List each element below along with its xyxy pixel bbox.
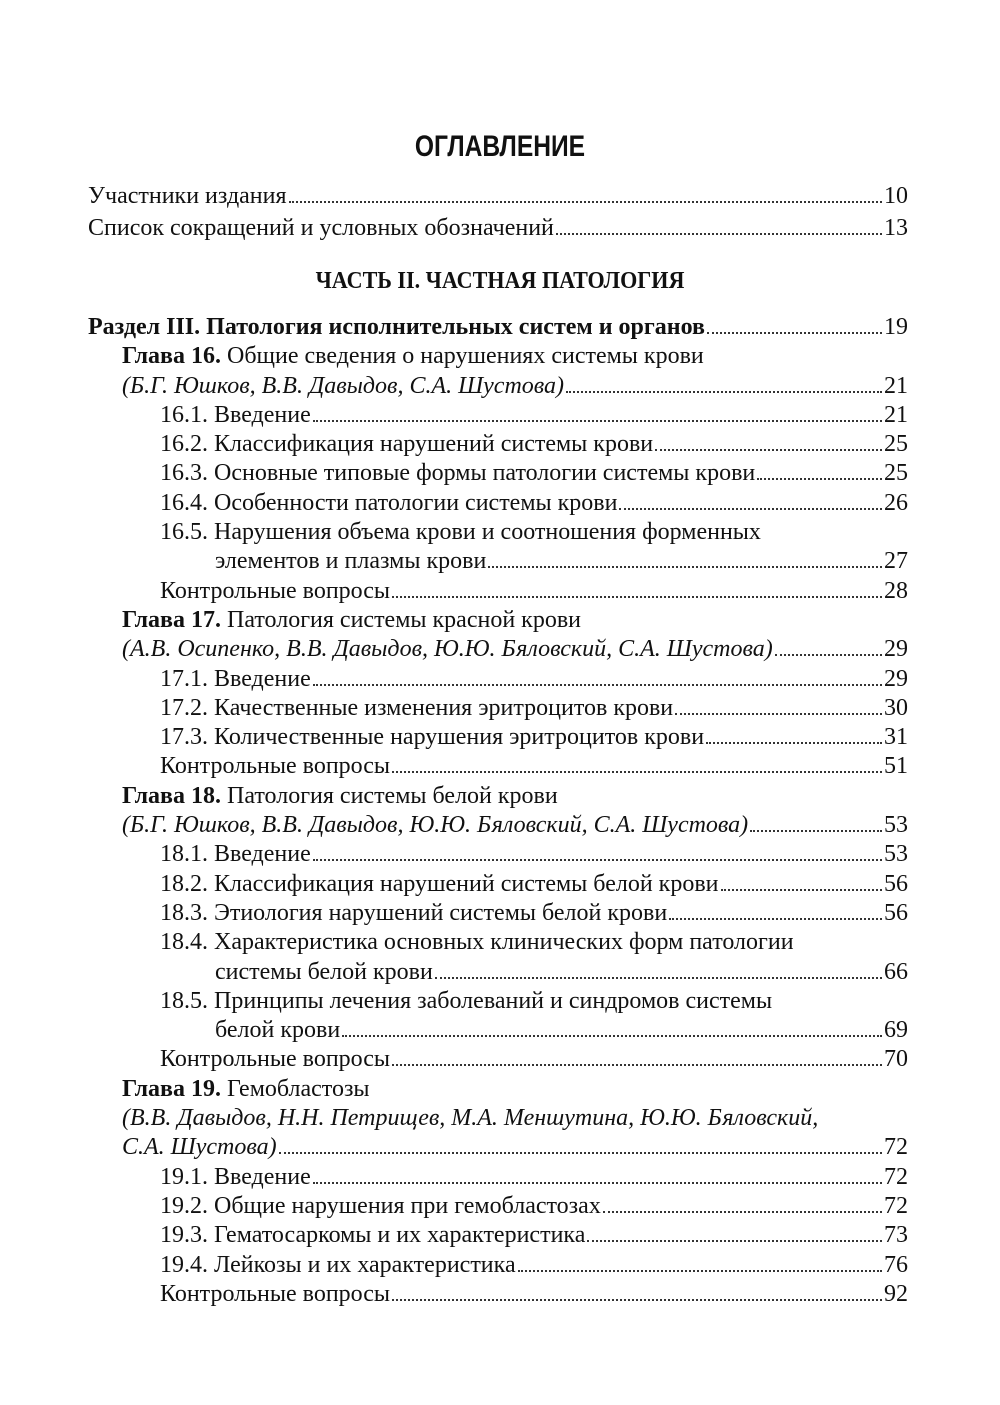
toc-entry[interactable] (88, 606, 908, 635)
toc-entry[interactable] (88, 489, 908, 518)
toc-page-number: 66 (884, 958, 908, 985)
toc-entry[interactable] (88, 782, 908, 811)
dot-leader (488, 566, 882, 568)
toc-entry-text: 19.4. Лейкозы и их характеристика (160, 1251, 516, 1278)
toc-entry-title (160, 401, 311, 430)
toc-page-number: 26 (884, 489, 908, 516)
toc-entry[interactable] (88, 342, 908, 371)
dot-leader (655, 449, 882, 451)
toc-entry-title (122, 1075, 370, 1104)
toc-page-number: 25 (884, 431, 908, 458)
toc-page-number: 69 (884, 1017, 908, 1044)
dot-leader (313, 1182, 882, 1184)
toc-entry-authors: (А.В. Осипенко, В.В. Давыдов, Ю.Ю. Бяловский, С.А. Шустова) (122, 636, 773, 663)
toc-entry-title (122, 635, 773, 664)
toc-entry[interactable] (88, 1075, 908, 1104)
toc-entry[interactable] (88, 1045, 908, 1074)
toc-page-number: 25 (884, 460, 908, 487)
toc-entry-text: 18.2. Классификация нарушений системы белой крови (160, 870, 719, 897)
toc-entry-title (160, 752, 390, 781)
toc-entry-text: 19.3. Гематосаркомы и их характеристика (160, 1222, 586, 1249)
dot-leader (518, 1270, 882, 1272)
toc-entry[interactable] (88, 928, 908, 957)
toc-entry[interactable] (88, 372, 908, 401)
toc-entry-text: 17.2. Качественные изменения эритроцитов крови (160, 694, 674, 721)
toc-entry-label: Глава 17. (122, 606, 221, 633)
toc-entry-title (215, 958, 433, 987)
dot-leader (313, 859, 882, 861)
toc-entry-title (160, 870, 719, 899)
dot-leader (392, 596, 882, 598)
toc-page-number: 10 (884, 183, 908, 209)
toc-entry-title (122, 811, 748, 840)
toc-entry-text: 17.1. Введение (160, 665, 311, 692)
toc-entry-title (215, 547, 486, 576)
toc-entry-title (160, 1045, 390, 1074)
toc-page-number: 29 (884, 636, 908, 663)
toc-page-number: 56 (884, 870, 908, 897)
dot-leader (289, 201, 882, 203)
toc-entry-title (160, 1163, 311, 1192)
toc-page-number: 53 (884, 812, 908, 839)
toc-page-number: 19 (884, 314, 908, 340)
dot-leader (392, 1064, 882, 1066)
toc-entry-text: Общие сведения о нарушениях системы крови (221, 343, 704, 370)
toc-page-number: 29 (884, 665, 908, 692)
toc-entry[interactable] (88, 694, 908, 723)
toc-entry-title (122, 342, 704, 371)
toc-entry-title (160, 489, 617, 518)
toc-entry-authors: (Б.Г. Юшков, В.В. Давыдов, С.А. Шустова) (122, 372, 565, 399)
toc-entry-label: Глава 16. (122, 343, 221, 370)
toc-entry-title (160, 899, 667, 928)
dot-leader (392, 771, 882, 773)
toc-entry-title (122, 782, 558, 811)
toc-entry-text: 16.2. Классификация нарушений системы крови (160, 431, 654, 458)
toc-entry-title (160, 1251, 516, 1280)
toc-entry[interactable] (88, 1251, 908, 1280)
toc-page-number: 27 (884, 548, 908, 575)
toc-intro (88, 180, 908, 244)
dot-leader (721, 889, 882, 891)
dot-leader (775, 654, 882, 656)
toc-entry-text: 16.1. Введение (160, 401, 311, 428)
toc-entry-title (160, 665, 311, 694)
toc-entry-title (160, 987, 772, 1016)
toc-page-number: 92 (884, 1280, 908, 1307)
toc-entry-text: 19.1. Введение (160, 1163, 311, 1190)
toc-page-number: 13 (884, 215, 908, 241)
toc-page-number: 30 (884, 694, 908, 721)
toc-entry-text: 16.3. Основные типовые формы патологии системы крови (160, 460, 756, 487)
toc-entry-text: Патология системы красной крови (221, 606, 582, 633)
toc-page-number: 28 (884, 577, 908, 604)
toc-entry[interactable] (88, 430, 908, 459)
toc-entry-text: элементов и плазмы крови (215, 548, 487, 575)
toc-entry-authors: (Б.Г. Юшков, В.В. Давыдов, Ю.Ю. Бяловский, С.А. Шустова) (122, 812, 749, 839)
toc-entry[interactable] (88, 840, 908, 869)
toc-entry[interactable] (88, 665, 908, 694)
toc-entries (88, 313, 908, 1309)
toc-page-number: 53 (884, 841, 908, 868)
toc-entry[interactable] (88, 459, 908, 488)
dot-leader (566, 391, 882, 393)
toc-entry[interactable] (88, 1133, 908, 1162)
dot-leader (603, 1211, 882, 1213)
toc-entry-title (160, 723, 704, 752)
toc-entry-title (160, 840, 311, 869)
toc-entry-text: 18.5. Принципы лечения заболеваний и синдромов системы (160, 987, 773, 1014)
toc-entry[interactable] (88, 577, 908, 606)
toc-entry[interactable] (88, 212, 908, 244)
toc-entry-label: Глава 19. (122, 1075, 221, 1102)
toc-entry-text: 18.1. Введение (160, 841, 311, 868)
toc-page-number: 21 (884, 372, 908, 399)
toc-entry-text: 18.4. Характеристика основных клинических форм патологии (160, 929, 794, 956)
dot-leader (587, 1240, 882, 1242)
toc-entry[interactable] (88, 811, 908, 840)
toc-entry-text: 18.3. Этиология нарушений системы белой крови (160, 899, 668, 926)
part-heading: ЧАСТЬ II. ЧАСТНАЯ ПАТОЛОГИЯ (315, 268, 685, 294)
toc-entry-text: Контрольные вопросы (160, 1280, 391, 1307)
toc-page-number: 72 (884, 1163, 908, 1190)
toc-entry[interactable] (88, 870, 908, 899)
toc-entry-text: 16.5. Нарушения объема крови и соотношения форменных (160, 519, 761, 546)
toc-page-number: 21 (884, 401, 908, 428)
toc-page-number: 76 (884, 1251, 908, 1278)
toc-entry-text: Контрольные вопросы (160, 1046, 391, 1073)
toc-entry-title (160, 1192, 601, 1221)
toc-entry-authors: (В.В. Давыдов, Н.Н. Петрищев, М.А. Меншутина, Ю.Ю. Бяловский, (122, 1105, 819, 1132)
toc-entry[interactable] (88, 518, 908, 547)
toc-entry-title (160, 430, 653, 459)
toc-entry-text: Участники издания (88, 183, 287, 209)
toc-entry-authors: С.А. Шустова) (122, 1134, 277, 1161)
toc-entry-title (160, 928, 794, 957)
dot-leader (313, 684, 882, 686)
dot-leader (313, 420, 882, 422)
toc-entry[interactable] (88, 1280, 908, 1309)
toc-entry-title (160, 518, 761, 547)
dot-leader (757, 478, 882, 480)
toc-entry-text: Патология системы белой крови (221, 782, 558, 809)
toc-entry-title (160, 1280, 390, 1309)
toc-entry-title (122, 606, 581, 635)
toc-entry[interactable] (88, 1016, 908, 1045)
dot-leader (706, 742, 882, 744)
toc-page-number: 72 (884, 1192, 908, 1219)
toc-entry[interactable] (88, 723, 908, 752)
toc-entry-title (215, 1016, 340, 1045)
toc-entry-text: 17.3. Количественные нарушения эритроцитов крови (160, 724, 705, 751)
toc-entry-text: 19.2. Общие нарушения при гемобластозах (160, 1192, 601, 1219)
toc-entry-title (160, 577, 390, 606)
toc-entry-text: Гемобластозы (221, 1075, 370, 1102)
toc-entry-title (88, 313, 705, 342)
toc-entry[interactable] (88, 635, 908, 664)
dot-leader (556, 233, 882, 235)
toc-entry-label: Раздел III. Патология исполнительных систем и органов (88, 314, 705, 340)
toc-entry[interactable] (88, 180, 908, 212)
toc-entry[interactable] (88, 987, 908, 1016)
dot-leader (669, 918, 882, 920)
toc-entry[interactable] (88, 1192, 908, 1221)
dot-leader (392, 1299, 882, 1301)
toc-page-number: 31 (884, 724, 908, 751)
toc-entry-title (88, 180, 287, 212)
toc-entry[interactable] (88, 958, 908, 987)
dot-leader (435, 977, 882, 979)
toc-entry[interactable] (88, 1163, 908, 1192)
dot-leader (279, 1152, 882, 1154)
toc-entry-title (160, 1221, 585, 1250)
toc-page-number: 73 (884, 1222, 908, 1249)
toc-entry-text: системы белой крови (215, 958, 433, 985)
toc-entry[interactable] (88, 401, 908, 430)
toc-page-number: 56 (884, 899, 908, 926)
toc-entry-title (122, 1104, 818, 1133)
toc-entry[interactable] (88, 1221, 908, 1250)
toc-entry-title (160, 694, 673, 723)
toc-entry-title (160, 459, 755, 488)
toc-entry[interactable] (88, 547, 908, 576)
toc-entry-text: Список сокращений и условных обозначений (88, 215, 554, 241)
dot-leader (750, 830, 882, 832)
toc-entry[interactable] (88, 1104, 908, 1133)
toc-entry-text: 16.4. Особенности патологии системы крови (160, 489, 618, 516)
toc-entry[interactable] (88, 313, 908, 342)
toc-entry-text: Контрольные вопросы (160, 577, 391, 604)
toc-entry-title (122, 1133, 277, 1162)
toc-page-number: 72 (884, 1134, 908, 1161)
dot-leader (342, 1035, 882, 1037)
toc-entry-label: Глава 18. (122, 782, 221, 809)
toc-entry[interactable] (88, 752, 908, 781)
page-title: ОГЛАВЛЕНИЕ (414, 130, 586, 163)
dot-leader (619, 508, 882, 510)
toc-entry-text: белой крови (215, 1017, 341, 1044)
toc-page-number: 51 (884, 753, 908, 780)
dot-leader (675, 713, 882, 715)
toc-entry-title (122, 372, 564, 401)
toc-entry-title (88, 212, 554, 244)
toc-page-number: 70 (884, 1046, 908, 1073)
toc-entry[interactable] (88, 899, 908, 928)
dot-leader (707, 332, 882, 334)
toc-entry-text: Контрольные вопросы (160, 753, 391, 780)
